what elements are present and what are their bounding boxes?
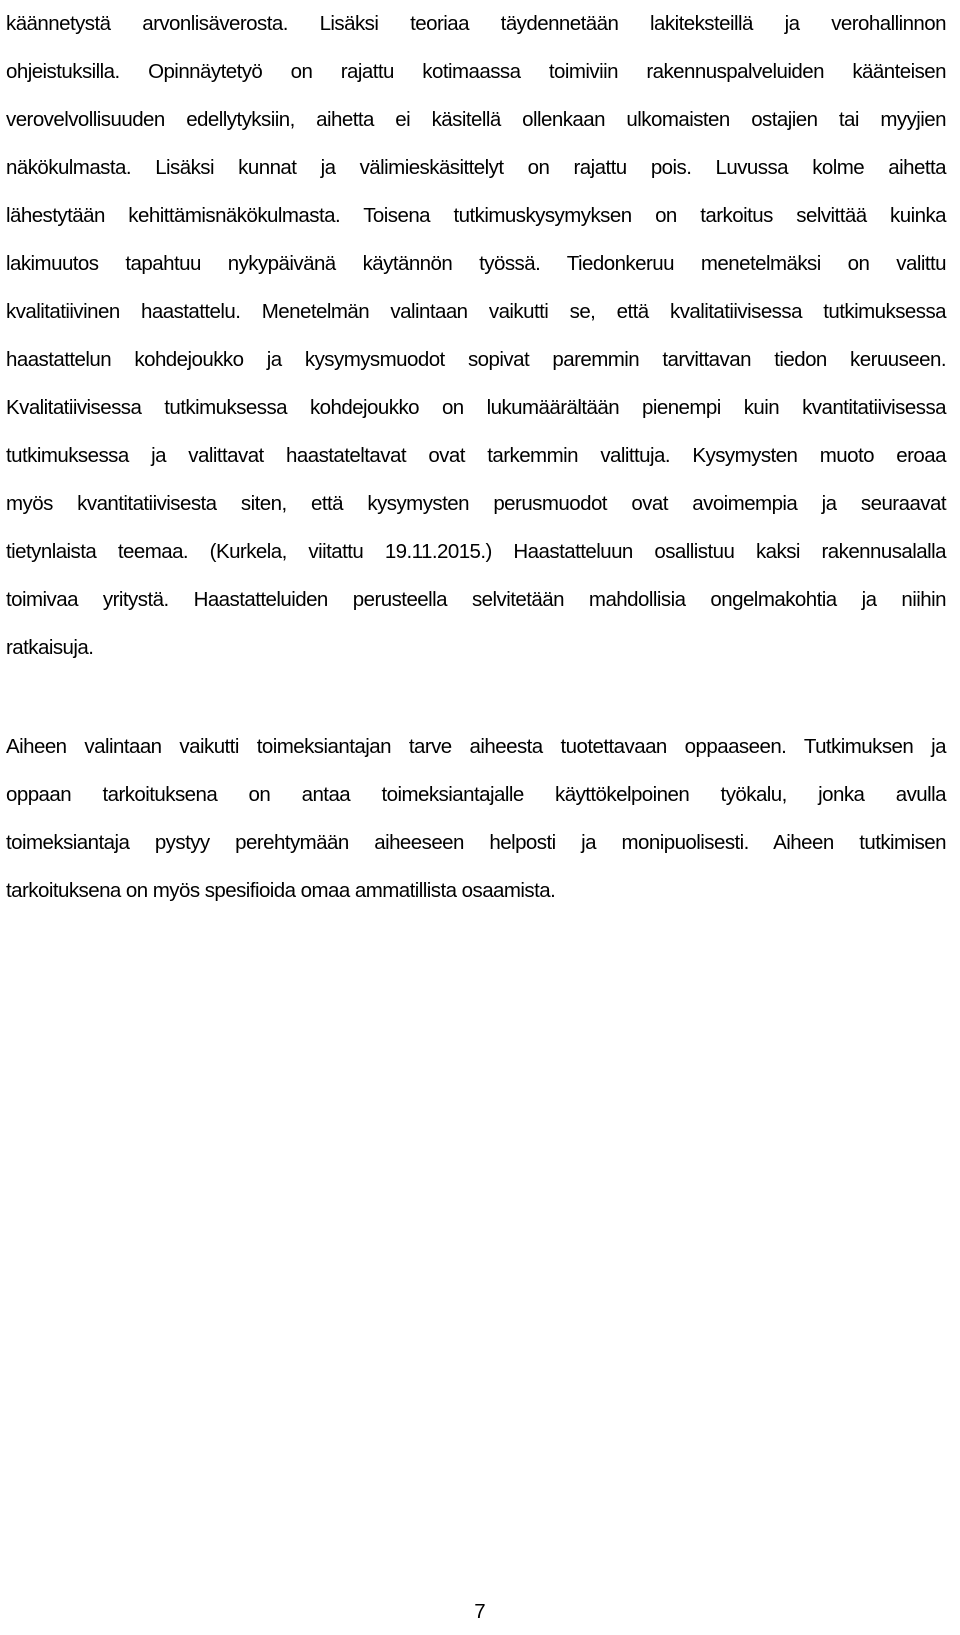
text-line: käännetystä arvonlisäverosta. Lisäksi teoriaa täydennetään lakiteksteillä ja verohallinnon xyxy=(6,12,946,35)
text-line: lakimuutos tapahtuu nykypäivänä käytännön työssä. Tiedonkeruu menetelmäksi on valittu xyxy=(6,252,946,275)
text-line: tietynlaista teemaa. (Kurkela, viitattu 19.11.2015.) Haastatteluun osallistuu kaksi rakennusalalla xyxy=(6,540,946,563)
text-line: toimeksiantaja pystyy perehtymään aiheeseen helposti ja monipuolisesti. Aiheen tutkimisen xyxy=(6,831,946,854)
text-line: haastattelun kohdejoukko ja kysymysmuodot sopivat paremmin tarvittavan tiedon keruuseen. xyxy=(6,348,946,371)
text-line: Kvalitatiivisessa tutkimuksessa kohdejoukko on lukumäärältään pienempi kuin kvantitatiivisessa xyxy=(6,396,946,419)
text-line: myös kvantitatiivisesta siten, että kysymysten perusmuodot ovat avoimempia ja seuraavat xyxy=(6,492,946,515)
text-line: ratkaisuja. xyxy=(6,636,94,659)
paragraph-scope-and-method xyxy=(6,0,946,672)
text-line: kvalitatiivinen haastattelu. Menetelmän valintaan vaikutti se, että kvalitatiivisessa tutkimuksessa xyxy=(6,300,946,323)
text-line: lähestytään kehittämisnäkökulmasta. Toisena tutkimuskysymyksen on tarkoitus selvittää kuinka xyxy=(6,204,946,227)
page-number: 7 xyxy=(474,1600,486,1623)
text-line: tutkimuksessa ja valittavat haastateltavat ovat tarkemmin valittuja. Kysymysten muoto eroaa xyxy=(6,444,946,467)
paragraph-topic-motivation xyxy=(6,723,946,915)
text-line: Aiheen valintaan vaikutti toimeksiantajan tarve aiheesta tuotettavaan oppaaseen. Tutkimuksen ja xyxy=(6,735,946,758)
text-line: näkökulmasta. Lisäksi kunnat ja välimieskäsittelyt on rajattu pois. Luvussa kolme aihetta xyxy=(6,156,946,179)
text-line: verovelvollisuuden edellytyksiin, aihetta ei käsitellä ollenkaan ulkomaisten ostajien tai myyjien xyxy=(6,108,946,131)
text-line: tarkoituksena on myös spesifioida omaa ammatillista osaamista. xyxy=(6,879,556,902)
text-line: toimivaa yritystä. Haastatteluiden perusteella selvitetään mahdollisia ongelmakohtia ja niihin xyxy=(6,588,946,611)
text-line: ohjeistuksilla. Opinnäytetyö on rajattu kotimaassa toimiviin rakennuspalveluiden käänteisen xyxy=(6,60,946,83)
text-line: oppaan tarkoituksena on antaa toimeksiantajalle käyttökelpoinen työkalu, jonka avulla xyxy=(6,783,946,806)
